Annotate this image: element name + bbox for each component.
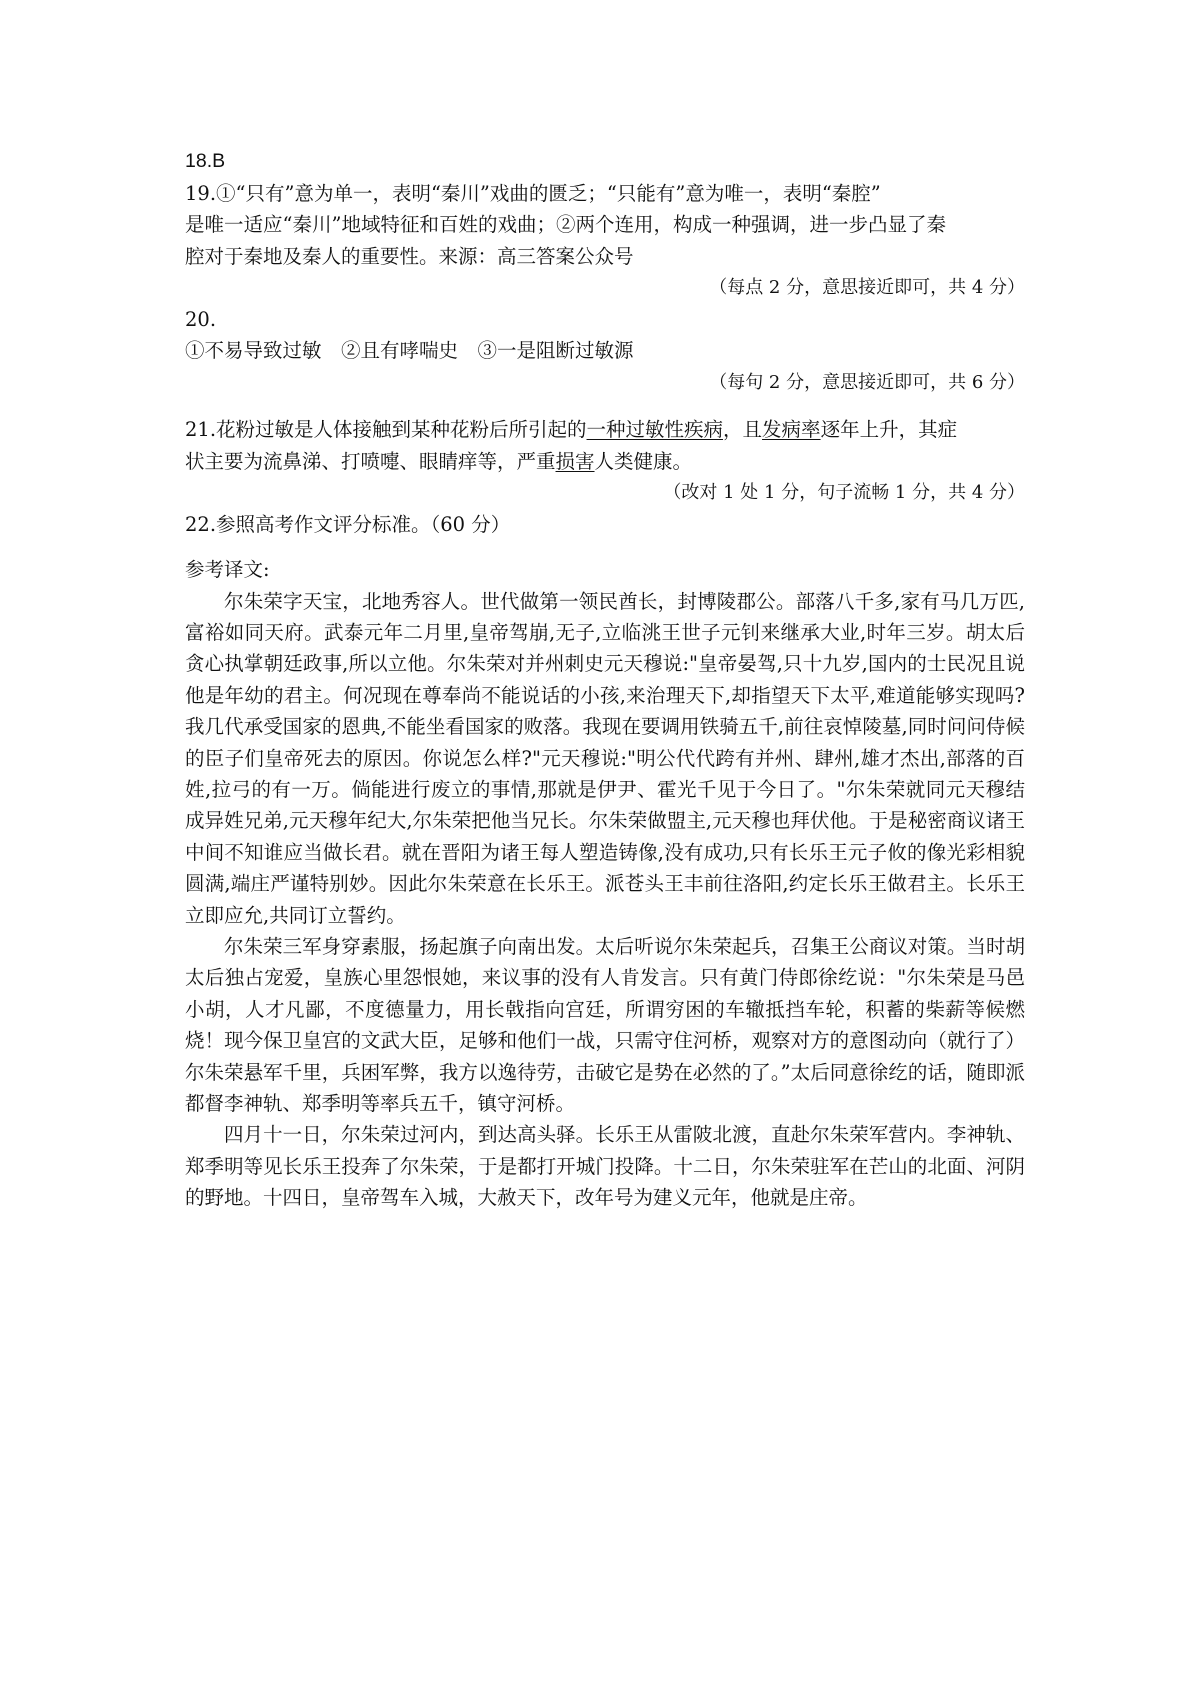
answer-21-text: 状主要为流鼻涕、打喷嚏、眼睛痒等，严重 [185, 449, 556, 473]
translation-paragraph-3: 四月十一日，尔朱荣过河内，到达高头驿。长乐王从雷陂北渡，直赴尔朱荣军营内。李神轨、郑季明等见长乐王投奔了尔朱荣，于是都打开城门投降。十二日，尔朱荣驻军在芒山的北面、河阴的野地。十四日，皇帝驾车入城，大赦天下，改年号为建义元年，他就是庄帝。 [185, 1123, 1025, 1210]
answer-21-line-2 [185, 446, 1025, 478]
spacer [185, 540, 1025, 554]
answer-21-underlined-phrase: 发病率 [762, 418, 821, 441]
answer-21-text: 21.花粉过敏是人体接触到某种花粉后所引起的 [185, 418, 587, 441]
answer-20-number: 20. [185, 307, 217, 331]
answer-21-text: ，且 [723, 418, 763, 441]
answer-19-line-3: 腔对于秦地及秦人的重要性。来源：高三答案公众号 [185, 244, 634, 268]
answer-21-text: 逐年上升，其症 [820, 418, 958, 441]
spacer [185, 398, 1025, 414]
answer-21-line-1 [185, 414, 1025, 446]
answer-20-text: ①不易导致过敏 ②且有哮喘史 ③一是阻断过敏源 [185, 339, 634, 362]
answer-19-line-2: 是唯一适应“秦川”地域特征和百姓的戏曲；②两个连用，构成一种强调，进一步凸显了秦 [185, 213, 946, 236]
answer-sheet [185, 146, 1025, 1214]
answer-22: 22.参照高考作文评分标准。（60 分） [185, 512, 511, 536]
answer-19-score: （每点 2 分，意思接近即可，共 4 分） [709, 277, 1025, 298]
translation-heading: 参考译文: [185, 558, 270, 581]
translation-paragraph-2: 尔朱荣三军身穿素服，扬起旗子向南出发。太后听说尔朱荣起兵，召集王公商议对策。当时胡太后独占宠爱，皇族心里怨恨她，来议事的没有人肯发言。只有黄门侍郎徐纥说："尔朱荣是马邑小胡，人才凡鄙，不度德量力，用长戟指向宫廷，所谓穷困的车辙抵挡车轮，积蓄的柴薪等候燃烧！现今保卫皇宫的文武大臣，足够和他们一战，只需守住河桥，观察对方的意图动向（就行了）尔朱荣悬军千里，兵困军弊，我方以逸待劳，击破它是势在必然的了。”太后同意徐纥的话，随即派都督李神轨、郑季明等率兵五千，镇守河桥。 [185, 934, 1025, 1115]
answer-21-underlined-phrase: 损害 [555, 449, 595, 473]
answer-19-line-1: 19.①“只有”意为单一，表明“秦川”戏曲的匮乏；“只能有”意为唯一，表明“秦腔” [185, 181, 881, 205]
answer-18: 18.B [185, 150, 226, 172]
answer-20-score: （每句 2 分，意思接近即可，共 6 分） [709, 371, 1025, 393]
answer-21-text: 人类健康。 [594, 449, 693, 473]
answer-21-underlined-phrase: 一种过敏性疾病 [586, 418, 724, 441]
answer-21-score: （改对 1 处 1 分，句子流畅 1 分，共 4 分） [663, 482, 1025, 503]
translation-paragraph-1: 尔朱荣字天宝，北地秀容人。世代做第一领民酋长，封博陵郡公。部落八千多,家有马几万匹,富裕如同天府。武泰元年二月里,皇帝驾崩,无子,立临洮王世子元钊来继承大业,时年三岁。胡太后贪心执掌朝廷政事,所以立他。尔朱荣对并州刺史元天穆说:"皇帝晏驾,只十九岁,国内的士民况且说他是年幼的君主。何况现在尊奉尚不能说话的小孩,来治理天下,却指望天下太平,难道能够实现吗?我几代承受国家的恩典,不能坐看国家的败落。我现在要调用铁骑五千,前往哀悼陵墓,同时问问侍候的臣子们皇帝死去的原因。你说怎么样?"元天穆说:"明公代代跨有并州、肆州,雄才杰出,部落的百姓,拉弓的有一万。倘能进行废立的事情,那就是伊尹、霍光千见于今日了。"尔朱荣就同元天穆结成异姓兄弟,元天穆年纪大,尔朱荣把他当兄长。尔朱荣做盟主,元天穆也拜伏他。于是秘密商议诸王中间不知谁应当做长君。就在晋阳为诸王每人塑造铸像,没有成功,只有长乐王元子攸的像光彩相貌圆满,端庄严谨特别妙。因此尔朱荣意在长乐王。派苍头王丰前往洛阳,约定长乐王做君主。长乐王立即应允,共同订立誓约。 [185, 589, 1025, 927]
